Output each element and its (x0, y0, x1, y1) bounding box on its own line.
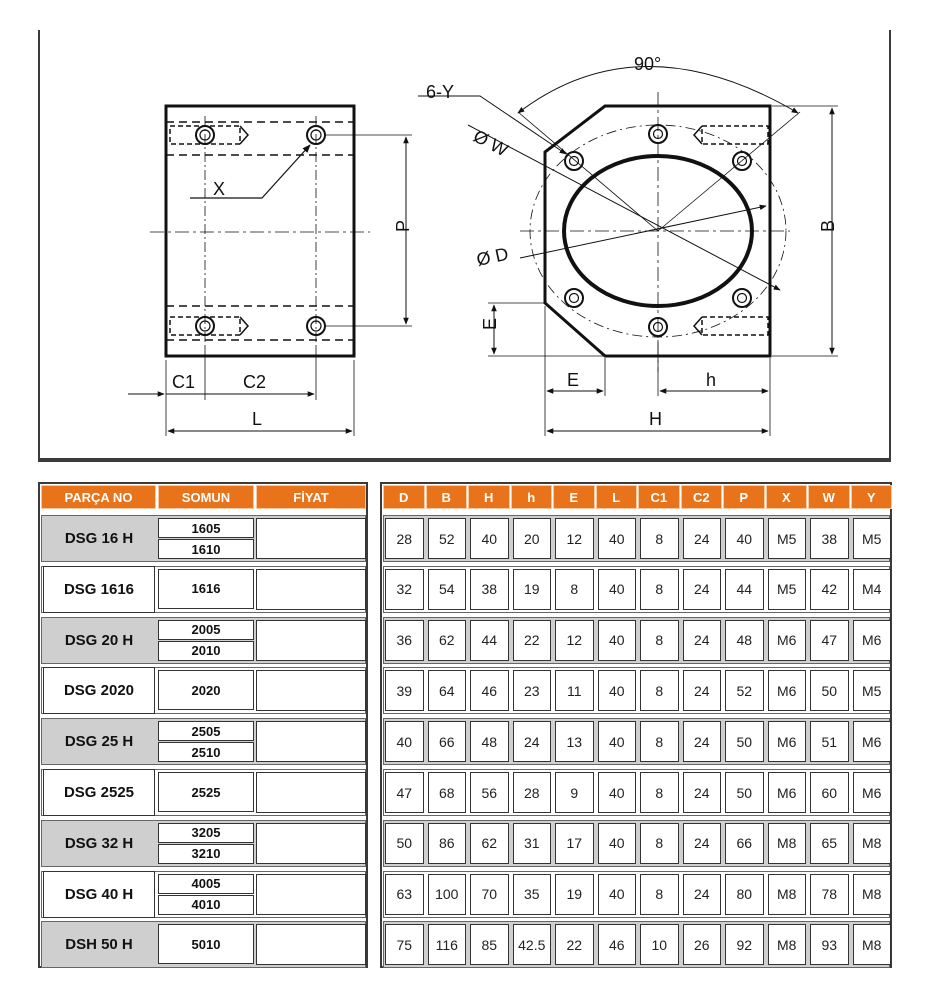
label-p: P (393, 219, 413, 232)
dim-value-c2: 24 (683, 620, 722, 661)
dim-value-x: M5 (768, 518, 807, 559)
dim-value-h: 42.5 (513, 924, 552, 965)
dim-value-h: 85 (470, 924, 509, 965)
dim-value-p: 52 (725, 670, 764, 711)
label-c2: C2 (243, 372, 267, 392)
dim-value-w: 42 (810, 569, 849, 610)
price-cell (256, 620, 366, 661)
dim-value-y: M8 (853, 874, 892, 915)
dim-value-p: 40 (725, 518, 764, 559)
label-c1: C1 (172, 372, 196, 392)
part-number: DSG 40 H (43, 871, 155, 918)
dim-value-d: 39 (385, 670, 424, 711)
dim-value-b: 64 (428, 670, 467, 711)
dim-value-p: 66 (725, 823, 764, 864)
nut-code: 4010 (158, 895, 254, 915)
header-dim-x: X (766, 485, 808, 509)
dim-value-y: M4 (853, 569, 892, 610)
label-e-vertical: E (480, 317, 500, 330)
side-view (128, 106, 412, 436)
dim-value-e: 12 (555, 620, 594, 661)
dim-value-y: M6 (853, 721, 892, 762)
dim-value-l: 40 (598, 518, 637, 559)
nut-code: 2010 (158, 641, 254, 661)
dim-value-c2: 24 (683, 721, 722, 762)
price-cell (256, 772, 366, 813)
dim-value-e: 11 (555, 670, 594, 711)
header-dim-h: H (468, 485, 510, 509)
dim-value-c1: 8 (640, 772, 679, 813)
dim-value-x: M8 (768, 874, 807, 915)
nut-code: 2005 (158, 620, 254, 640)
dim-value-l: 40 (598, 569, 637, 610)
header-part-no: PARÇA NO (41, 485, 156, 509)
dim-value-d: 36 (385, 620, 424, 661)
dim-value-l: 40 (598, 823, 637, 864)
dim-value-y: M5 (853, 670, 892, 711)
dim-value-b: 86 (428, 823, 467, 864)
header-nut: SOMUN (158, 485, 254, 509)
dim-value-x: M8 (768, 924, 807, 965)
dim-value-e: 9 (555, 772, 594, 813)
dim-value-d: 47 (385, 772, 424, 813)
label-x: X (213, 179, 226, 199)
dim-value-h: 23 (513, 670, 552, 711)
label-w: Ø W (470, 125, 512, 161)
header-dim-e: E (553, 485, 595, 509)
dim-value-c2: 24 (683, 772, 722, 813)
label-angle: 90° (634, 54, 662, 74)
dim-value-c1: 8 (640, 823, 679, 864)
dim-value-e: 8 (555, 569, 594, 610)
part-number: DSG 20 H (64, 631, 134, 649)
dim-value-b: 66 (428, 721, 467, 762)
dim-value-y: M5 (853, 518, 892, 559)
dim-value-p: 92 (725, 924, 764, 965)
technical-drawing (0, 0, 925, 470)
label-l: L (252, 409, 263, 429)
header-dim-h-small: h (511, 485, 553, 509)
nut-code: 4005 (158, 874, 254, 894)
nut-code: 5010 (158, 924, 254, 964)
dim-value-e: 13 (555, 721, 594, 762)
dim-value-d: 32 (385, 569, 424, 610)
dim-value-e: 19 (555, 874, 594, 915)
dim-value-l: 40 (598, 721, 637, 762)
dim-value-c1: 10 (640, 924, 679, 965)
dim-value-c2: 24 (683, 670, 722, 711)
dim-value-w: 50 (810, 670, 849, 711)
header-dim-c1: C1 (638, 485, 680, 509)
label-h-large: H (649, 409, 662, 429)
dim-value-p: 48 (725, 620, 764, 661)
dim-value-c1: 8 (640, 518, 679, 559)
dim-value-w: 60 (810, 772, 849, 813)
dim-value-b: 68 (428, 772, 467, 813)
dim-value-w: 51 (810, 721, 849, 762)
header-dim-d: D (383, 485, 425, 509)
dim-value-l: 40 (598, 772, 637, 813)
nut-code: 1610 (158, 539, 254, 559)
dim-value-w: 78 (810, 874, 849, 915)
dim-value-h: 35 (513, 874, 552, 915)
dim-value-c2: 24 (683, 874, 722, 915)
dim-value-y: M6 (853, 620, 892, 661)
dim-value-p: 44 (725, 569, 764, 610)
dim-value-c1: 8 (640, 874, 679, 915)
price-cell (256, 924, 366, 965)
dim-value-d: 50 (385, 823, 424, 864)
dim-value-w: 38 (810, 518, 849, 559)
dimensions-table (380, 482, 892, 968)
nut-code: 1605 (158, 518, 254, 538)
price-cell (256, 874, 366, 915)
dim-value-l: 40 (598, 670, 637, 711)
dim-value-b: 116 (428, 924, 467, 965)
dim-value-x: M8 (768, 823, 807, 864)
dim-value-y: M8 (853, 823, 892, 864)
price-cell (256, 518, 366, 559)
part-number: DSG 16 H (64, 530, 134, 547)
price-cell (256, 569, 366, 610)
nut-code: 2525 (158, 772, 254, 812)
dim-value-h: 28 (513, 772, 552, 813)
nut-code: 1616 (158, 569, 254, 609)
dim-value-p: 50 (725, 772, 764, 813)
part-number: DSG 2525 (43, 769, 155, 816)
dim-value-x: M6 (768, 670, 807, 711)
header-dim-p: P (723, 485, 765, 509)
dim-value-h: 46 (470, 670, 509, 711)
dim-value-c1: 8 (640, 569, 679, 610)
header-dim-w: W (808, 485, 850, 509)
dim-value-c2: 24 (683, 823, 722, 864)
dim-value-h: 48 (470, 721, 509, 762)
label-h-small: h (706, 370, 717, 390)
nut-code: 2510 (158, 742, 254, 762)
dim-value-d: 63 (385, 874, 424, 915)
dim-value-h: 44 (470, 620, 509, 661)
header-price: FİYAT (256, 485, 366, 509)
dim-value-c2: 26 (683, 924, 722, 965)
dim-value-d: 28 (385, 518, 424, 559)
part-number: DSG 25 H (64, 733, 134, 751)
price-cell (256, 670, 366, 711)
label-b: B (818, 219, 838, 232)
nut-code: 2020 (158, 670, 254, 710)
dim-value-h: 31 (513, 823, 552, 864)
nut-code: 3205 (158, 823, 254, 843)
label-d: Ø D (474, 243, 511, 270)
dim-value-x: M6 (768, 721, 807, 762)
dim-value-b: 52 (428, 518, 467, 559)
dim-value-c2: 24 (683, 518, 722, 559)
label-six-y: 6-Y (426, 82, 455, 102)
dim-value-w: 47 (810, 620, 849, 661)
dim-value-b: 62 (428, 620, 467, 661)
dim-value-h: 62 (470, 823, 509, 864)
dim-value-c1: 8 (640, 620, 679, 661)
part-number: DSG 1616 (43, 566, 155, 613)
dim-value-y: M6 (853, 772, 892, 813)
dim-value-l: 40 (598, 874, 637, 915)
price-cell (256, 823, 366, 864)
dim-value-b: 54 (428, 569, 467, 610)
header-dim-l: L (596, 485, 638, 509)
parts-table (38, 482, 368, 968)
header-dim-y: Y (851, 485, 893, 509)
dim-value-w: 93 (810, 924, 849, 965)
dim-value-e: 12 (555, 518, 594, 559)
dim-value-b: 100 (428, 874, 467, 915)
dim-value-c1: 8 (640, 670, 679, 711)
dim-value-d: 40 (385, 721, 424, 762)
dim-value-l: 46 (598, 924, 637, 965)
dim-value-h: 56 (470, 772, 509, 813)
dim-value-h: 40 (470, 518, 509, 559)
nut-code: 2505 (158, 721, 254, 741)
dim-value-p: 80 (725, 874, 764, 915)
header-dim-c2: C2 (681, 485, 723, 509)
dim-value-h: 19 (513, 569, 552, 610)
dim-value-c1: 8 (640, 721, 679, 762)
dim-value-h: 20 (513, 518, 552, 559)
dim-value-d: 75 (385, 924, 424, 965)
dim-value-x: M5 (768, 569, 807, 610)
dim-value-e: 22 (555, 924, 594, 965)
dim-value-h: 38 (470, 569, 509, 610)
dim-value-y: M8 (853, 924, 892, 965)
nut-code: 3210 (158, 844, 254, 864)
dim-value-x: M6 (768, 620, 807, 661)
dim-value-x: M6 (768, 772, 807, 813)
dim-value-c2: 24 (683, 569, 722, 610)
dim-value-l: 40 (598, 620, 637, 661)
header-dim-b: B (426, 485, 468, 509)
dim-value-p: 50 (725, 721, 764, 762)
dim-value-h: 70 (470, 874, 509, 915)
dim-value-w: 65 (810, 823, 849, 864)
dim-value-h: 22 (513, 620, 552, 661)
dim-value-e: 17 (555, 823, 594, 864)
dim-value-h: 24 (513, 721, 552, 762)
part-number: DSH 50 H (65, 936, 133, 954)
part-number: DSG 2020 (43, 667, 155, 714)
part-number: DSG 32 H (64, 834, 134, 852)
price-cell (256, 721, 366, 762)
label-e-horizontal: E (567, 370, 580, 390)
